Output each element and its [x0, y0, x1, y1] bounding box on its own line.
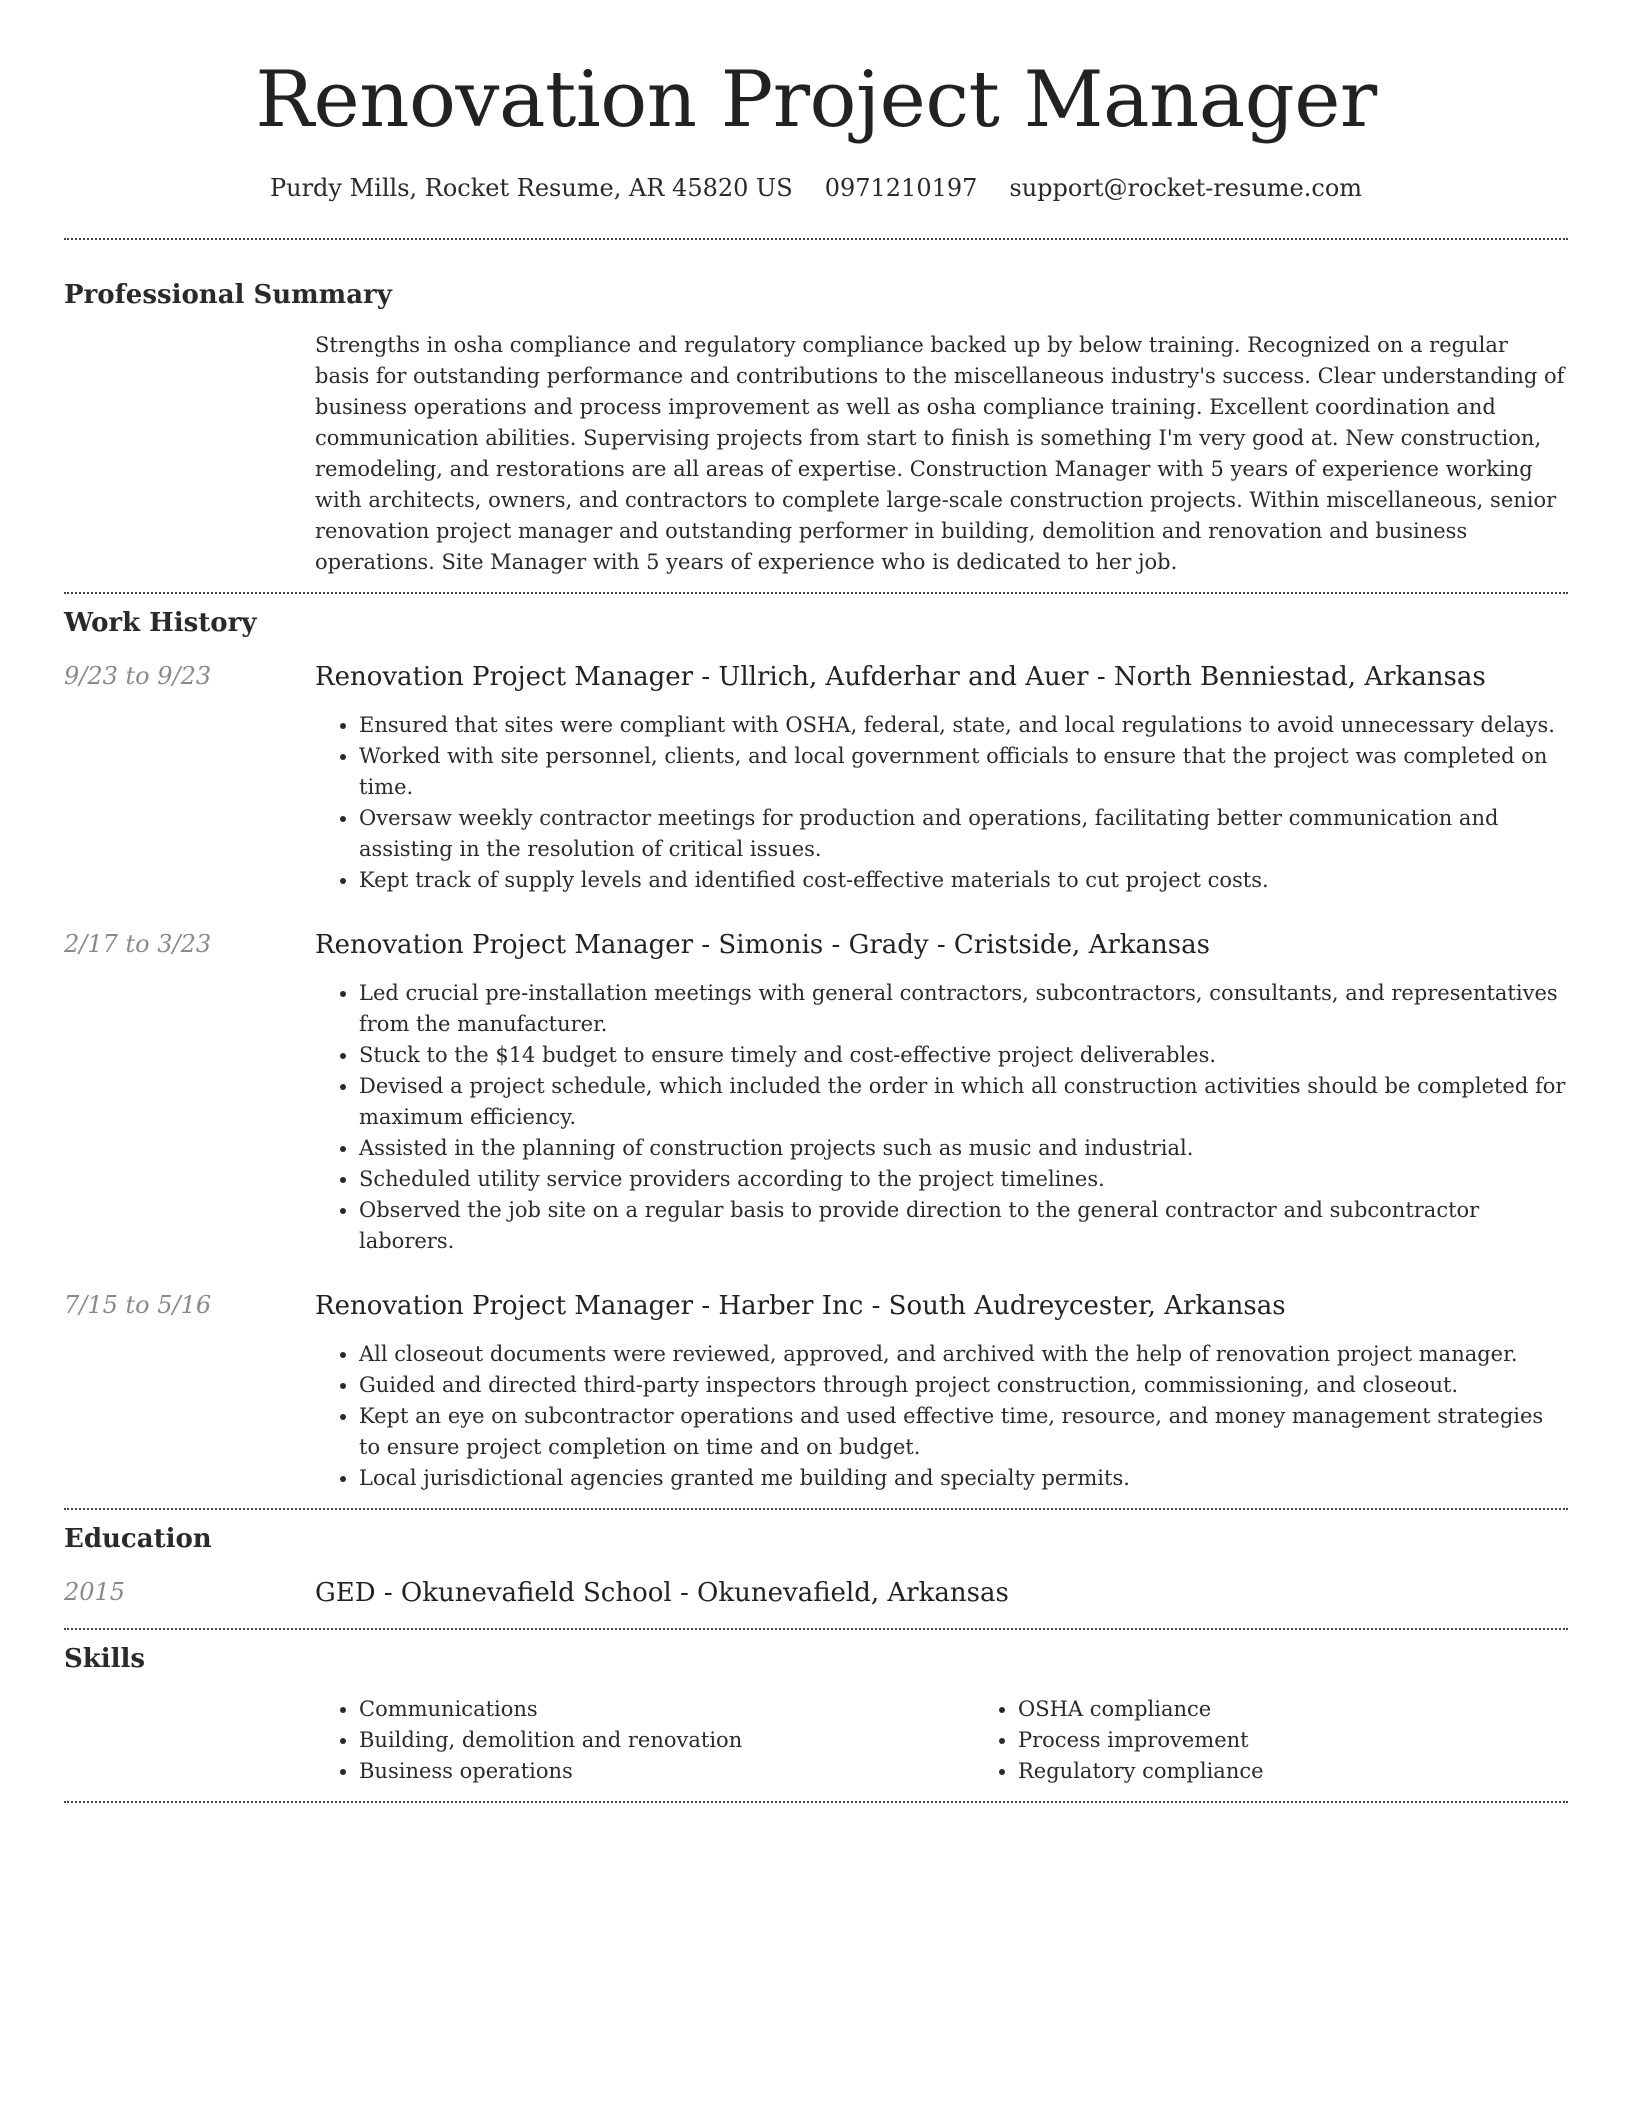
job-bullets — [315, 710, 1568, 896]
job-bullet: • Guided and directed third-party inspectors through project construction, commissioning, and closeout. — [359, 1370, 1568, 1401]
skill-item: • OSHA compliance — [1018, 1694, 1632, 1725]
skill-item: • Process improvement — [1018, 1725, 1632, 1756]
job-heading: Renovation Project Manager - Harber Inc - South Audreycester, Arkansas — [315, 1291, 1286, 1321]
job-bullet: • Assisted in the planning of construction projects such as music and industrial. — [359, 1133, 1568, 1164]
job-dates: 9/23 to 9/23 — [64, 662, 212, 690]
skills-list-right — [974, 1694, 1632, 1787]
job-bullet: • All closeout documents were reviewed, approved, and archived with the help of renovation project manager. — [359, 1339, 1568, 1370]
section-divider — [64, 1801, 1568, 1803]
candidate-name: Renovation Project Manager — [255, 55, 1377, 145]
contact-address: Purdy Mills, Rocket Resume, AR 45820 US — [269, 174, 793, 202]
job-bullet: • Stuck to the $14 budget to ensure timely and cost-effective project deliverables. — [359, 1040, 1568, 1071]
contact-email: support@rocket-resume.com — [1009, 174, 1363, 202]
skill-item: • Regulatory compliance — [1018, 1756, 1632, 1787]
job-dates: 7/15 to 5/16 — [64, 1291, 212, 1319]
summary-section — [64, 240, 1568, 592]
skill-item: • Business operations — [359, 1756, 974, 1787]
work-history-section — [64, 594, 1568, 1508]
job-entry — [64, 1289, 1568, 1508]
job-bullets — [315, 1339, 1568, 1494]
job-heading: Renovation Project Manager - Ullrich, Aufderhar and Auer - North Benniestad, Arkansas — [315, 662, 1486, 692]
education-year: 2015 — [64, 1578, 126, 1606]
education-title: Education — [64, 1524, 212, 1554]
job-heading: Renovation Project Manager - Simonis - Grady - Cristside, Arkansas — [315, 930, 1210, 960]
skills-title: Skills — [64, 1644, 146, 1674]
job-bullet: • Worked with site personnel, clients, and local government officials to ensure that the project was completed on time. — [359, 741, 1568, 803]
work-history-title: Work History — [64, 608, 257, 638]
job-bullet: • Local jurisdictional agencies granted me building and specialty permits. — [359, 1463, 1568, 1494]
skill-item: • Building, demolition and renovation — [359, 1725, 974, 1756]
job-entry — [64, 928, 1568, 1257]
job-bullet: • Oversaw weekly contractor meetings for production and operations, facilitating better communication and assisting in the resolution of critical issues. — [359, 803, 1568, 865]
job-dates: 2/17 to 3/23 — [64, 930, 212, 958]
job-bullet: • Kept an eye on subcontractor operations and used effective time, resource, and money management strategies to ensure project completion on time and on budget. — [359, 1401, 1568, 1463]
skills-list-left — [315, 1694, 974, 1787]
job-bullet: • Scheduled utility service providers according to the project timelines. — [359, 1164, 1568, 1195]
education-heading: GED - Okunevafield School - Okunevafield, Arkansas — [315, 1578, 1009, 1608]
job-bullet: • Observed the job site on a regular basis to provide direction to the general contractor and subcontractor laborers. — [359, 1195, 1568, 1257]
skill-item: • Communications — [359, 1694, 974, 1725]
contact-phone: 0971210197 — [824, 174, 978, 202]
job-bullets — [315, 978, 1568, 1257]
job-bullet: • Ensured that sites were compliant with OSHA, federal, state, and local regulations to avoid unnecessary delays. — [359, 710, 1568, 741]
contact-line — [64, 172, 1568, 204]
resume-header — [64, 0, 1568, 204]
education-section — [64, 1510, 1568, 1628]
job-bullet: • Devised a project schedule, which included the order in which all construction activities should be completed for maximum efficiency. — [359, 1071, 1568, 1133]
summary-title: Professional Summary — [64, 280, 392, 310]
job-bullet: • Led crucial pre-installation meetings with general contractors, subcontractors, consultants, and representatives from the manufacturer. — [359, 978, 1568, 1040]
skills-section — [64, 1630, 1568, 1801]
job-entry — [64, 660, 1568, 896]
job-bullet: • Kept track of supply levels and identified cost-effective materials to cut project costs. — [359, 865, 1568, 896]
summary-text: Strengths in osha compliance and regulatory compliance backed up by below training. Recognized on a regular basis for outstanding performance and contributions to the miscellaneous industry's success. Clear understanding of business operations and process improvement as well as osha compliance training. Excellent coordination and communication abilities. Supervising projects from start to finish is something I'm very good at. New construction, remodeling, and restorations are all areas of expertise. Construction Manager with 5 years of experience working with architects, owners, and contractors to complete large-scale construction projects. Within miscellaneous, senior renovation project manager and outstanding performer in building, demolition and renovation and business operations. Site Manager with 5 years of experience who is dedicated to her job. — [315, 333, 1565, 574]
